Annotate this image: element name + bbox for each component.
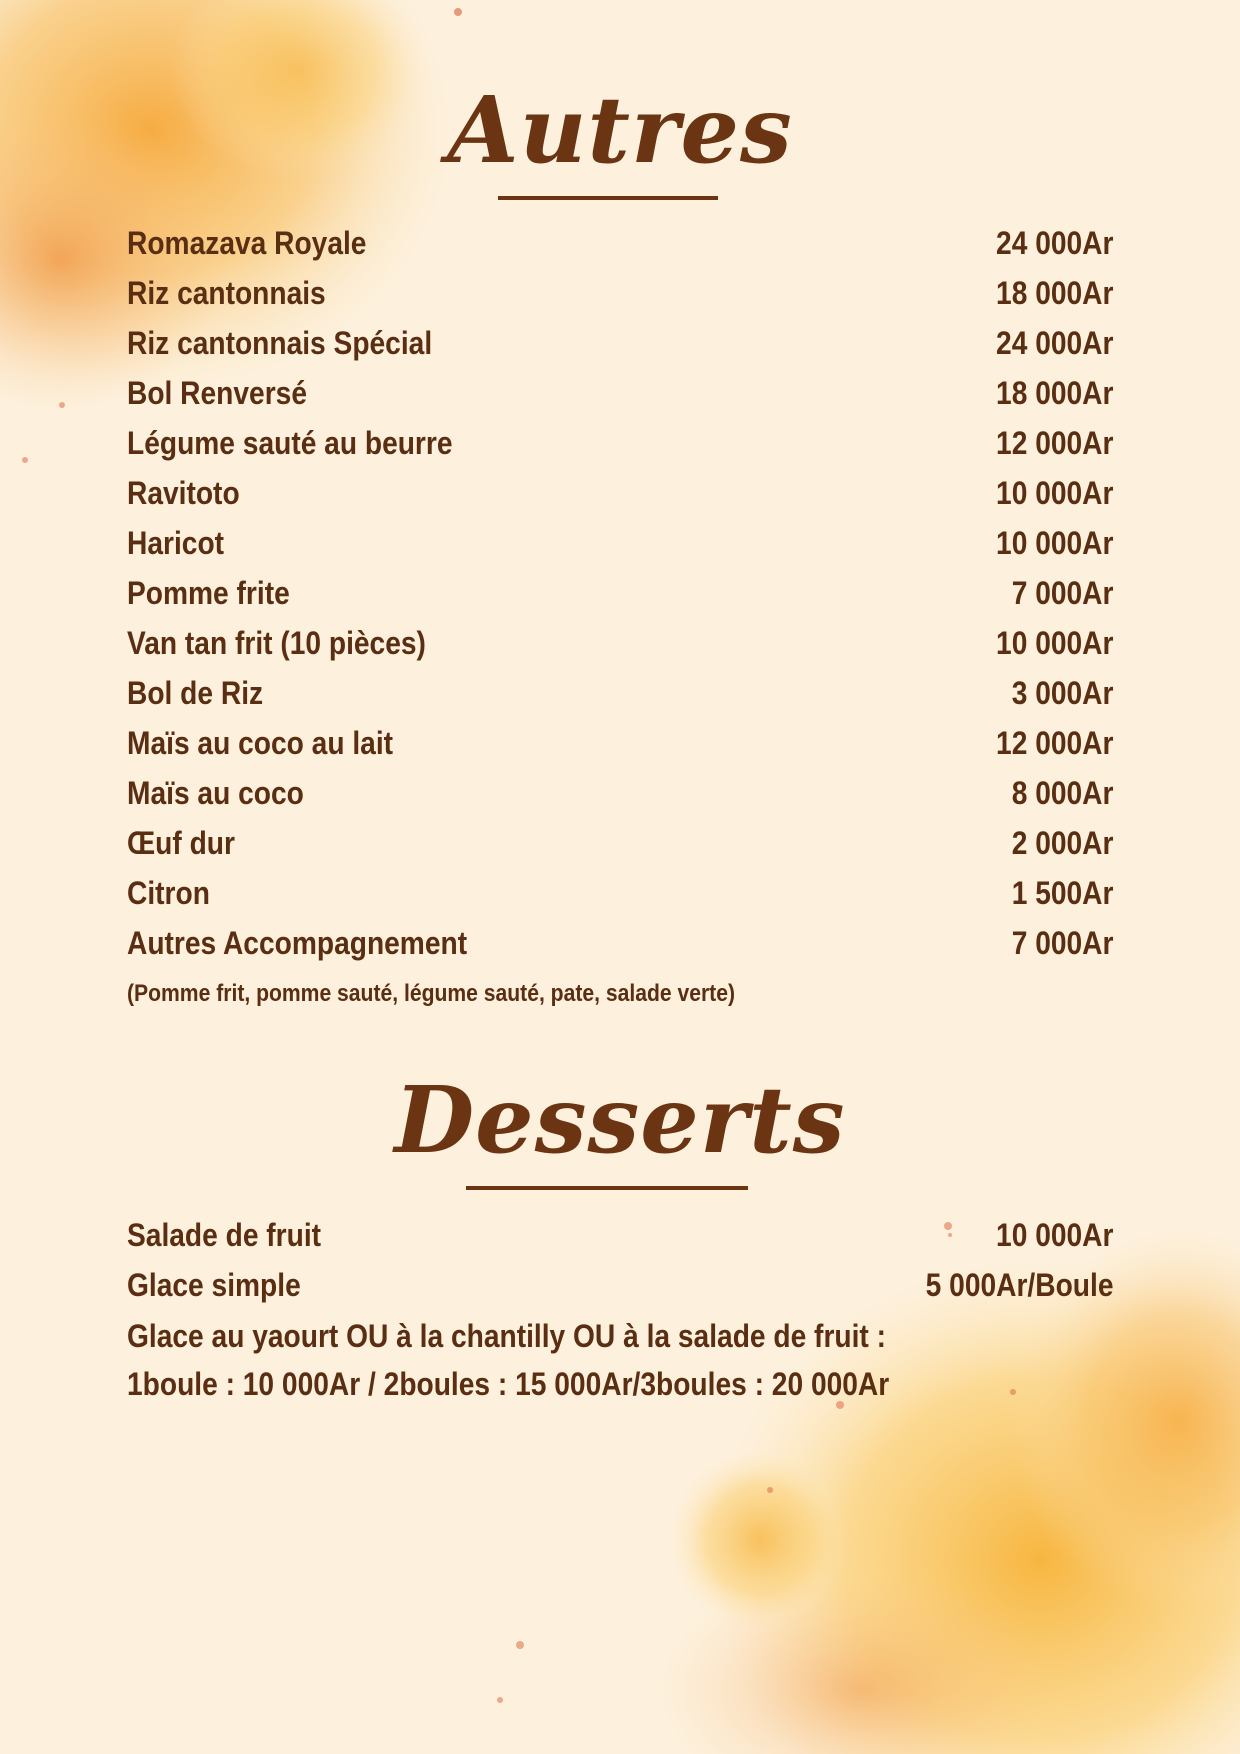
item-price: 10 000Ar bbox=[996, 525, 1114, 561]
menu-item bbox=[127, 1210, 1113, 1260]
desserts-title-underline bbox=[466, 1186, 748, 1190]
item-name: Haricot bbox=[127, 525, 225, 561]
item-price: 7 000Ar bbox=[1011, 575, 1114, 611]
item-price: 1 500Ar bbox=[1011, 875, 1114, 911]
menu-item bbox=[127, 218, 1113, 268]
item-price: 8 000Ar bbox=[1011, 775, 1114, 811]
item-price: 18 000Ar bbox=[996, 375, 1114, 411]
menu-item bbox=[127, 518, 1113, 568]
item-name: Glace simple bbox=[127, 1267, 301, 1303]
item-name: Ravitoto bbox=[127, 475, 240, 511]
autres-title-underline bbox=[498, 196, 718, 200]
item-price: 3 000Ar bbox=[1011, 675, 1114, 711]
item-name: Œuf dur bbox=[127, 825, 235, 861]
item-price: 18 000Ar bbox=[996, 275, 1114, 311]
item-name: Bol de Riz bbox=[127, 675, 264, 711]
item-price: 12 000Ar bbox=[996, 425, 1114, 461]
autres-menu-list bbox=[127, 218, 1114, 968]
menu-item bbox=[127, 1260, 1113, 1310]
autres-section-title: Autres bbox=[447, 76, 793, 184]
item-name: Riz cantonnais Spécial bbox=[127, 325, 433, 361]
item-name: Bol Renversé bbox=[127, 375, 307, 411]
item-price: 10 000Ar bbox=[996, 1217, 1114, 1253]
menu-item bbox=[127, 718, 1113, 768]
item-name: Pomme frite bbox=[127, 575, 290, 611]
accompaniment-note: (Pomme frit, pomme sauté, légume sauté, pate, salade verte) bbox=[127, 980, 735, 1007]
menu-item bbox=[127, 468, 1113, 518]
menu-item bbox=[127, 568, 1113, 618]
menu-item bbox=[127, 818, 1113, 868]
item-name: Légume sauté au beurre bbox=[127, 425, 453, 461]
desserts-section-title: Desserts bbox=[394, 1066, 846, 1174]
menu-item bbox=[127, 268, 1113, 318]
menu-item bbox=[127, 418, 1113, 468]
item-price: 2 000Ar bbox=[1011, 825, 1114, 861]
desserts-menu-list bbox=[127, 1210, 1114, 1310]
menu-item bbox=[127, 868, 1113, 918]
glace-combo-heading: Glace au yaourt OU à la chantilly OU à la salade de fruit : bbox=[127, 1318, 886, 1354]
menu-item bbox=[127, 918, 1113, 968]
item-name: Salade de fruit bbox=[127, 1217, 322, 1253]
menu-item bbox=[127, 368, 1113, 418]
item-name: Romazava Royale bbox=[127, 225, 367, 261]
item-price: 7 000Ar bbox=[1011, 925, 1114, 961]
menu-item bbox=[127, 668, 1113, 718]
glace-combo-prices: 1boule : 10 000Ar / 2boules : 15 000Ar/3boules : 20 000Ar bbox=[127, 1366, 890, 1402]
item-name: Maïs au coco bbox=[127, 775, 304, 811]
item-price: 10 000Ar bbox=[996, 625, 1114, 661]
item-name: Autres Accompagnement bbox=[127, 925, 468, 961]
menu-item bbox=[127, 618, 1113, 668]
item-name: Citron bbox=[127, 875, 210, 911]
item-name: Maïs au coco au lait bbox=[127, 725, 394, 761]
item-price: 24 000Ar bbox=[996, 325, 1114, 361]
item-price: 24 000Ar bbox=[996, 225, 1114, 261]
item-name: Van tan frit (10 pièces) bbox=[127, 625, 426, 661]
menu-item bbox=[127, 768, 1113, 818]
item-price: 12 000Ar bbox=[996, 725, 1114, 761]
item-price: 10 000Ar bbox=[996, 475, 1114, 511]
menu-item bbox=[127, 318, 1113, 368]
item-price: 5 000Ar/Boule bbox=[925, 1267, 1114, 1303]
item-name: Riz cantonnais bbox=[127, 275, 326, 311]
